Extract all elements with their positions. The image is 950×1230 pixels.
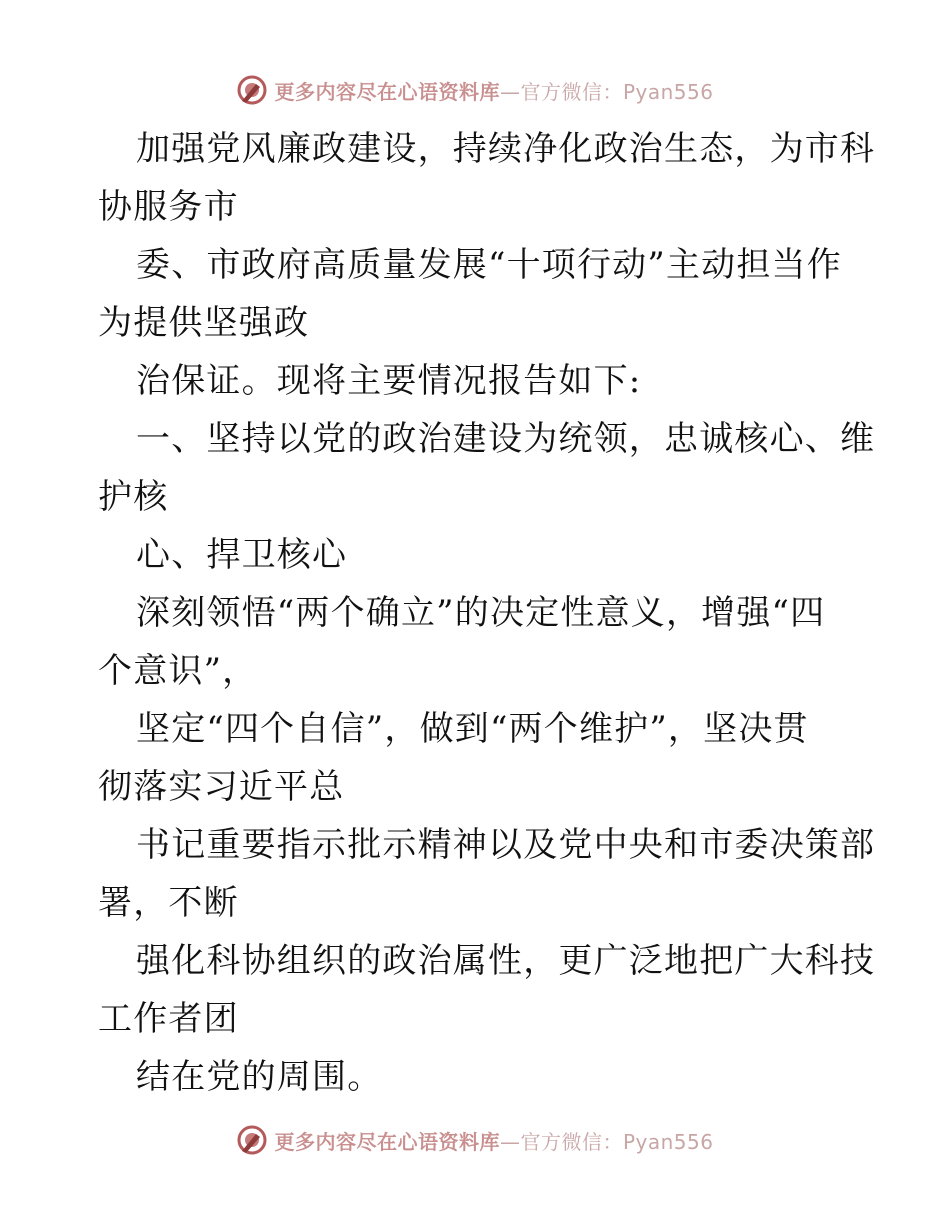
watermark-text: [274, 1126, 713, 1155]
footer-watermark: [0, 1120, 950, 1160]
text-line: 工作者团: [98, 999, 239, 1039]
watermark-separator: —: [499, 79, 521, 104]
text-line: 一、坚持以党的政治建设为统领，忠诚核心、维: [136, 419, 876, 459]
text-line: 书记重要指示批示精神以及党中央和市委决策部: [136, 825, 876, 865]
text-line: 协服务市: [98, 187, 239, 227]
document-body: [98, 120, 876, 1106]
watermark-suffix: 官方微信：Pyan556: [520, 79, 714, 104]
text-line: 彻落实习近平总: [98, 767, 345, 807]
text-line: 治保证。现将主要情况报告如下:: [136, 361, 642, 401]
text-line: 心、捍卫核心: [136, 535, 348, 575]
watermark-brand: 更多内容尽在心语资料库: [274, 1129, 500, 1154]
text-line: 深刻领悟“两个确立”的决定性意义，增强“四: [136, 593, 826, 633]
text-line: 强化科协组织的政治属性，更广泛地把广大科技: [136, 941, 876, 981]
header-watermark: [0, 70, 950, 110]
pen-circle-logo-icon: [236, 74, 268, 106]
watermark-separator: —: [499, 1129, 521, 1154]
text-line: 署，不断: [98, 883, 239, 923]
text-line: 护核: [98, 477, 169, 517]
watermark-suffix: 官方微信：Pyan556: [520, 1129, 714, 1154]
watermark-text: [274, 76, 713, 105]
text-line: 为提供坚强政: [98, 303, 310, 343]
text-line: 结在党的周围。: [136, 1057, 383, 1097]
text-line: 加强党风廉政建设，持续净化政治生态，为市科: [136, 129, 876, 169]
pen-circle-logo-icon: [236, 1124, 268, 1156]
text-line: 坚定“四个自信”，做到“两个维护”，坚决贯: [136, 709, 809, 749]
text-line: 委、市政府高质量发展“十项行动”主动担当作: [136, 245, 842, 285]
watermark-brand: 更多内容尽在心语资料库: [274, 79, 500, 104]
text-line: 个意识”，: [98, 651, 258, 691]
